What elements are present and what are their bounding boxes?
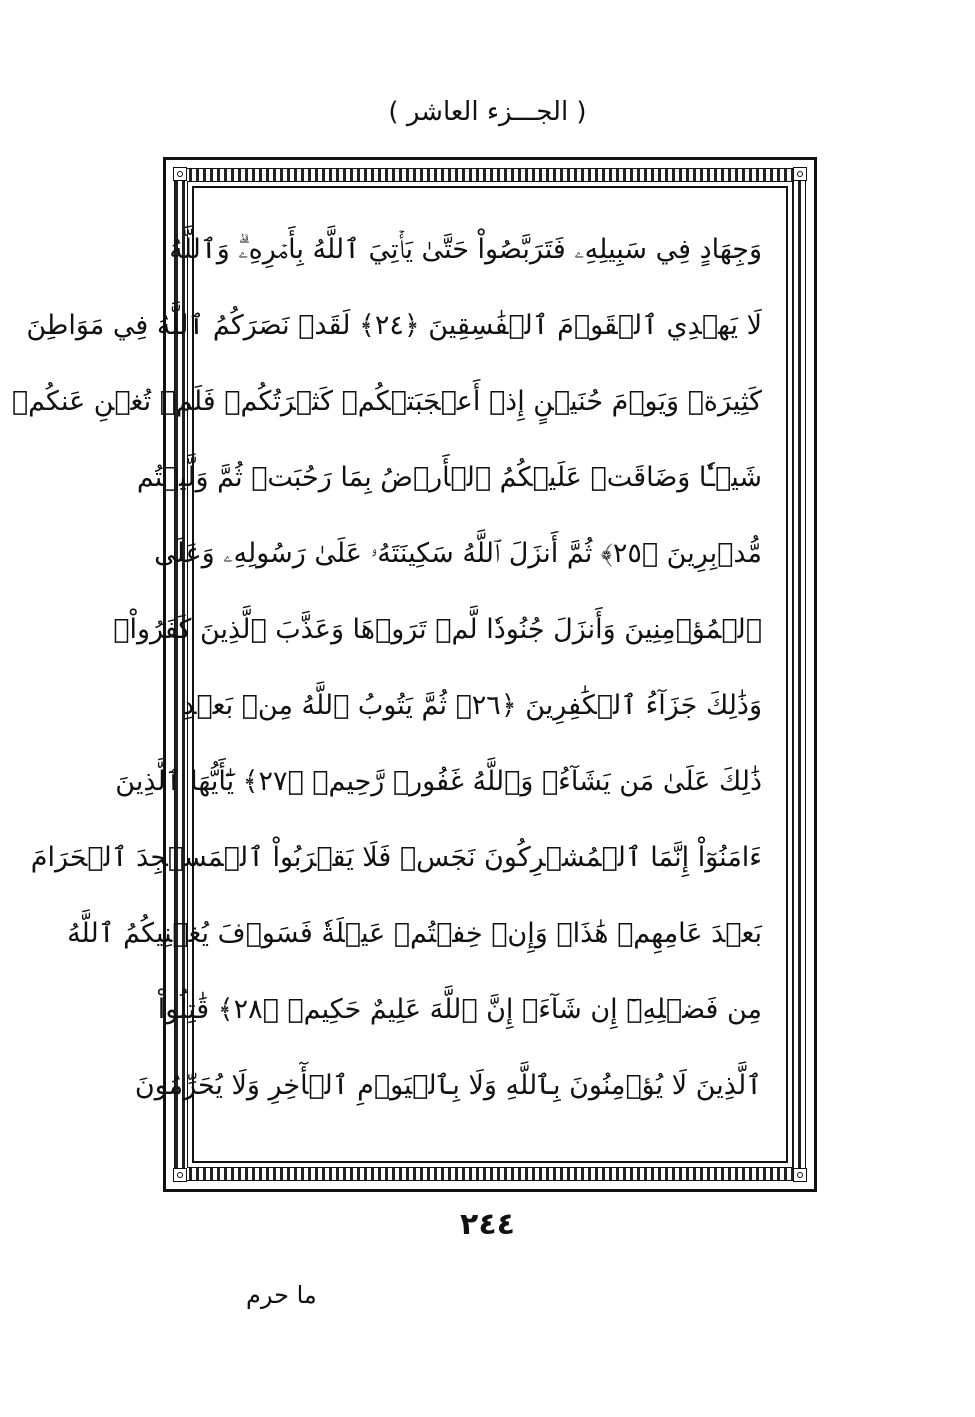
verse-line: مُّدۡبِرِينَ ﴿٢٥﴾ ثُمَّ أَنزَلَ ٱللَّهُ سَكِينَتَهُۥ عَلَىٰ رَسُولِهِۦ وَعَلَى	[154, 538, 762, 569]
verse-line: بَعۡدَ عَامِهِمۡ هَٰذَاۚ وَإِنۡ خِفۡتُمۡ عَيۡلَةٗ فَسَوۡفَ يُغۡنِيكُمُ ٱللَّهُ	[67, 918, 762, 949]
verse-line: وَذَٰلِكَ جَزَآءُ ٱلۡكَٰفِرِينَ ﴿٢٦﴾ ثُمَّ يَتُوبُ ٱللَّهُ مِنۢ بَعۡدِ	[182, 690, 762, 721]
verse-line: كَثِيرَةٖ وَيَوۡمَ حُنَيۡنٍ إِذۡ أَعۡجَبَتۡكُمۡ كَثۡرَتُكُمۡ فَلَمۡ تُغۡنِ عَنكُمۡ	[11, 386, 762, 417]
catchword-footnote: ما حرم	[246, 1281, 317, 1309]
verse-line: ءَامَنُوٓاْ إِنَّمَا ٱلۡمُشۡرِكُونَ نَجَسٞ فَلَا يَقۡرَبُواْ ٱلۡمَسۡجِدَ ٱلۡحَرَامَ	[30, 842, 762, 873]
verse-line: وَجِهَادٍ فِي سَبِيلِهِۦ فَتَرَبَّصُواْ حَتَّىٰ يَأۡتِيَ ٱللَّهُ بِأَمۡرِهِۦۗ وَٱللَّهُ	[169, 234, 762, 265]
page-number: ٢٤٤	[460, 1207, 515, 1242]
verse-line: شَيۡـٔٗا وَضَاقَتۡ عَلَيۡكُمُ ٱلۡأَرۡضُ بِمَا رَحُبَتۡ ثُمَّ وَلَّيۡتُم	[136, 462, 762, 493]
ornamental-frame	[11, 157, 817, 1192]
verse-line: لَا يَهۡدِي ٱلۡقَوۡمَ ٱلۡفَٰسِقِينَ ﴿٢٤﴾ لَقَدۡ نَصَرَكُمُ ٱللَّهُ فِي مَوَاطِنَ	[26, 310, 762, 341]
frame-corner-ornament-icon	[793, 1168, 807, 1182]
frame-corner-ornament-icon	[173, 1168, 187, 1182]
verse-line: مِن فَضۡلِهِۦٓ إِن شَآءَۚ إِنَّ ٱللَّهَ عَلِيمٌ حَكِيمٞ ﴿٢٨﴾ قَٰتِلُواْ	[157, 994, 762, 1025]
quran-text-block	[11, 212, 762, 1124]
frame-corner-ornament-icon	[793, 167, 807, 181]
verse-line: ذَٰلِكَ عَلَىٰ مَن يَشَآءُۗ وَٱللَّهُ غَفُورٞ رَّحِيمٞ ﴿٢٧﴾ يَٰٓأَيُّهَا ٱلَّذِينَ	[115, 766, 762, 797]
frame-corner-ornament-icon	[173, 167, 187, 181]
verse-line: ٱلۡمُؤۡمِنِينَ وَأَنزَلَ جُنُودٗا لَّمۡ تَرَوۡهَا وَعَذَّبَ ٱلَّذِينَ كَفَرُواْۚ	[113, 614, 762, 645]
juz-header: ( الجـــزء العاشر )	[388, 97, 587, 127]
verse-line: ٱلَّذِينَ لَا يُؤۡمِنُونَ بِٱللَّهِ وَلَا بِٱلۡيَوۡمِ ٱلۡأٓخِرِ وَلَا يُحَرِّمُونَ	[134, 1070, 762, 1101]
